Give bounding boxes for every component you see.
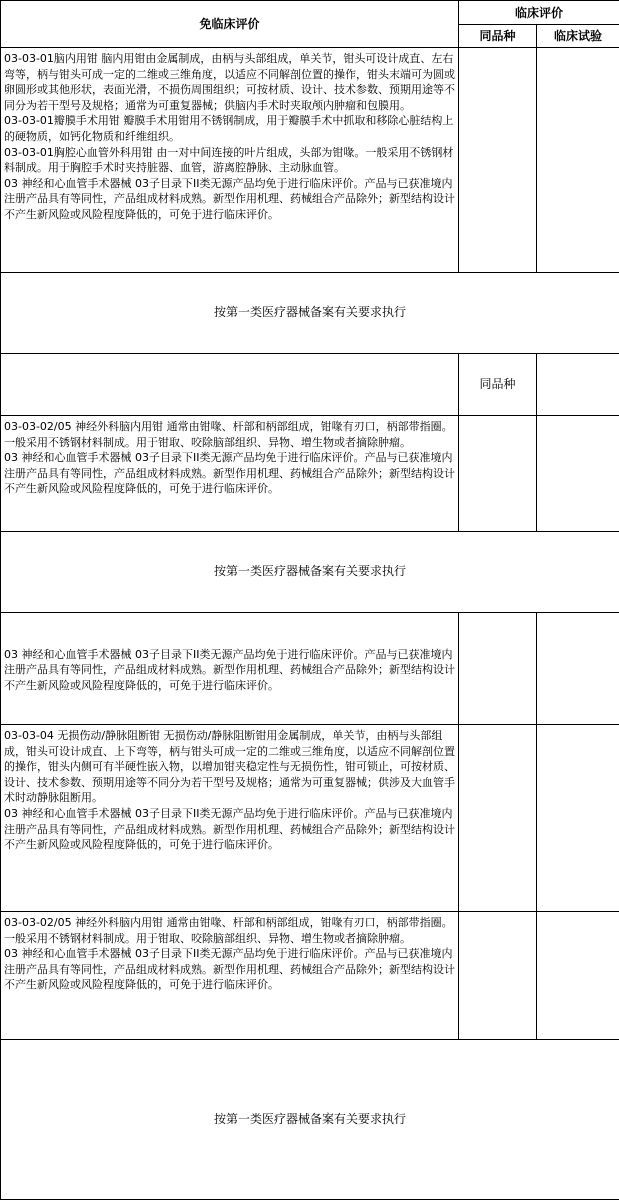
description-paragraph: 03-03-01胸腔心血管外科用钳 由一对中间连接的叶片组成，头部为钳喙。一般采用不锈钢材料制成。用于胸腔手术时夹持脏器、血管，游离腔静脉、主动脉血管。 (4, 145, 454, 175)
description-paragraph: 03 神经和心血管手术器械 03子目录下II类无源产品均免于进行临床评价。产品与已获准境内注册产品具有等同性，产品组成材料成熟。新型作用机理、药械组合产品除外；新型结构设计不产生新风险或风险程度降低的，可免于进行临床评价。 (4, 947, 455, 992)
description-paragraph: 03-03-02/05 神经外科脑内用钳 通常由钳喙、杆部和柄部组成，钳喙有刃口，柄部带指圈。一般采用不锈钢材料制成。用于钳取、咬除脑部组织、异物、增生物或者摘除肿瘤。 (4, 420, 453, 449)
product-description (1, 912, 459, 1040)
clinical-trial-cell (537, 48, 619, 273)
product-description (1, 48, 459, 273)
product-description (1, 416, 459, 532)
same-variety-cell (459, 725, 537, 912)
description-paragraph: 03 神经和心血管手术器械 03子目录下II类无源产品均免于进行临床评价。产品与已获准境内注册产品具有等同性，产品组成材料成熟。新型作用机理、药械组合产品除外；新型结构设计不产生新风险或风险程度降低的，可免于进行临床评价。 (4, 806, 455, 852)
clinical-trial-cell (537, 725, 619, 912)
class-one-notice: 按第一类医疗器械备案有关要求执行 (1, 532, 619, 613)
header-exempt-eval: 免临床评价 (1, 1, 459, 48)
description-paragraph: 03-03-01脑内用钳 脑内用钳由金属制成，由柄与头部组成，单关节，钳头可设计成直、左右弯等，柄与钳头可成一定的二维或三维角度，以适应不同解剖位置的操作，钳头末端可为圆或卵圆形或其他形状，表面光滑，不损伤周围组织；可按材质、设计、技术参数、预期用途等不同分为若干型号及规格；通常为可重复器械；供脑内手术时夹取颅内肿瘤和包膜用。 (4, 52, 455, 112)
header-same-variety: 同品种 (459, 25, 537, 48)
same-variety-cell: 同品种 (459, 354, 537, 416)
header-clinical-trial: 临床试验 (537, 25, 619, 48)
description-paragraph: 03 神经和心血管手术器械 03子目录下II类无源产品均免于进行临床评价。产品与已获准境内注册产品具有等同性，产品组成材料成熟。新型作用机理、药械组合产品除外；新型结构设计不产生新风险或风险程度降低的，可免于进行临床评价。 (4, 451, 455, 496)
clinical-trial-cell (537, 354, 619, 416)
same-variety-cell (459, 613, 537, 725)
clinical-trial-cell (537, 912, 619, 1040)
clinical-trial-cell (537, 613, 619, 725)
clinical-trial-cell (537, 416, 619, 532)
same-variety-cell (459, 48, 537, 273)
same-variety-cell (459, 912, 537, 1040)
description-paragraph: 03 神经和心血管手术器械 03子目录下II类无源产品均免于进行临床评价。产品与已获准境内注册产品具有等同性，产品组成材料成熟。新型作用机理、药械组合产品除外；新型结构设计不产生新风险或风险程度降低的，可免于进行临床评价。 (4, 176, 455, 221)
description-paragraph: 03-03-01瓣膜手术用钳 瓣膜手术用钳用不锈钢制成，用于瓣膜手术中抓取和移除心脏结构上的硬物质，如钙化物质和纤维组织。 (4, 114, 454, 143)
description-paragraph: 03-03-04 无损伤动/静脉阻断钳 无损伤动/静脉阻断钳用金属制成，单关节，由柄与头部组成，钳头可设计成直、上下弯等，柄与钳头可成一定的二维或三维角度，以适应不同解剖位置的操作，钳头内侧可有半硬性嵌入物，以增加钳夹稳定性与无损伤性，钳可锁止，可按材质、设计、技术参数、预期用途等不同分为若干型号及规格；通常为可重复器械；供涉及大血管手术时动静脉阻断用。 (4, 729, 455, 805)
product-description (1, 354, 459, 416)
class-one-notice: 按第一类医疗器械备案有关要求执行 (1, 1040, 619, 1200)
product-description (1, 725, 459, 912)
class-one-notice: 按第一类医疗器械备案有关要求执行 (1, 273, 619, 354)
description-paragraph: 03-03-02/05 神经外科脑内用钳 通常由钳喙、杆部和柄部组成，钳喙有刃口，柄部带指圈。一般采用不锈钢材料制成。用于钳取、咬除脑部组织、异物、增生物或者摘除肿瘤。 (4, 916, 453, 945)
same-variety-cell (459, 416, 537, 532)
description-paragraph: 03 神经和心血管手术器械 03子目录下II类无源产品均免于进行临床评价。产品与已获准境内注册产品具有等同性，产品组成材料成熟。新型作用机理、药械组合产品除外；新型结构设计不产生新风险或风险程度降低的，可免于进行临床评价。 (4, 647, 455, 692)
header-clinical-eval: 临床评价 (459, 1, 619, 25)
product-description (1, 613, 459, 725)
